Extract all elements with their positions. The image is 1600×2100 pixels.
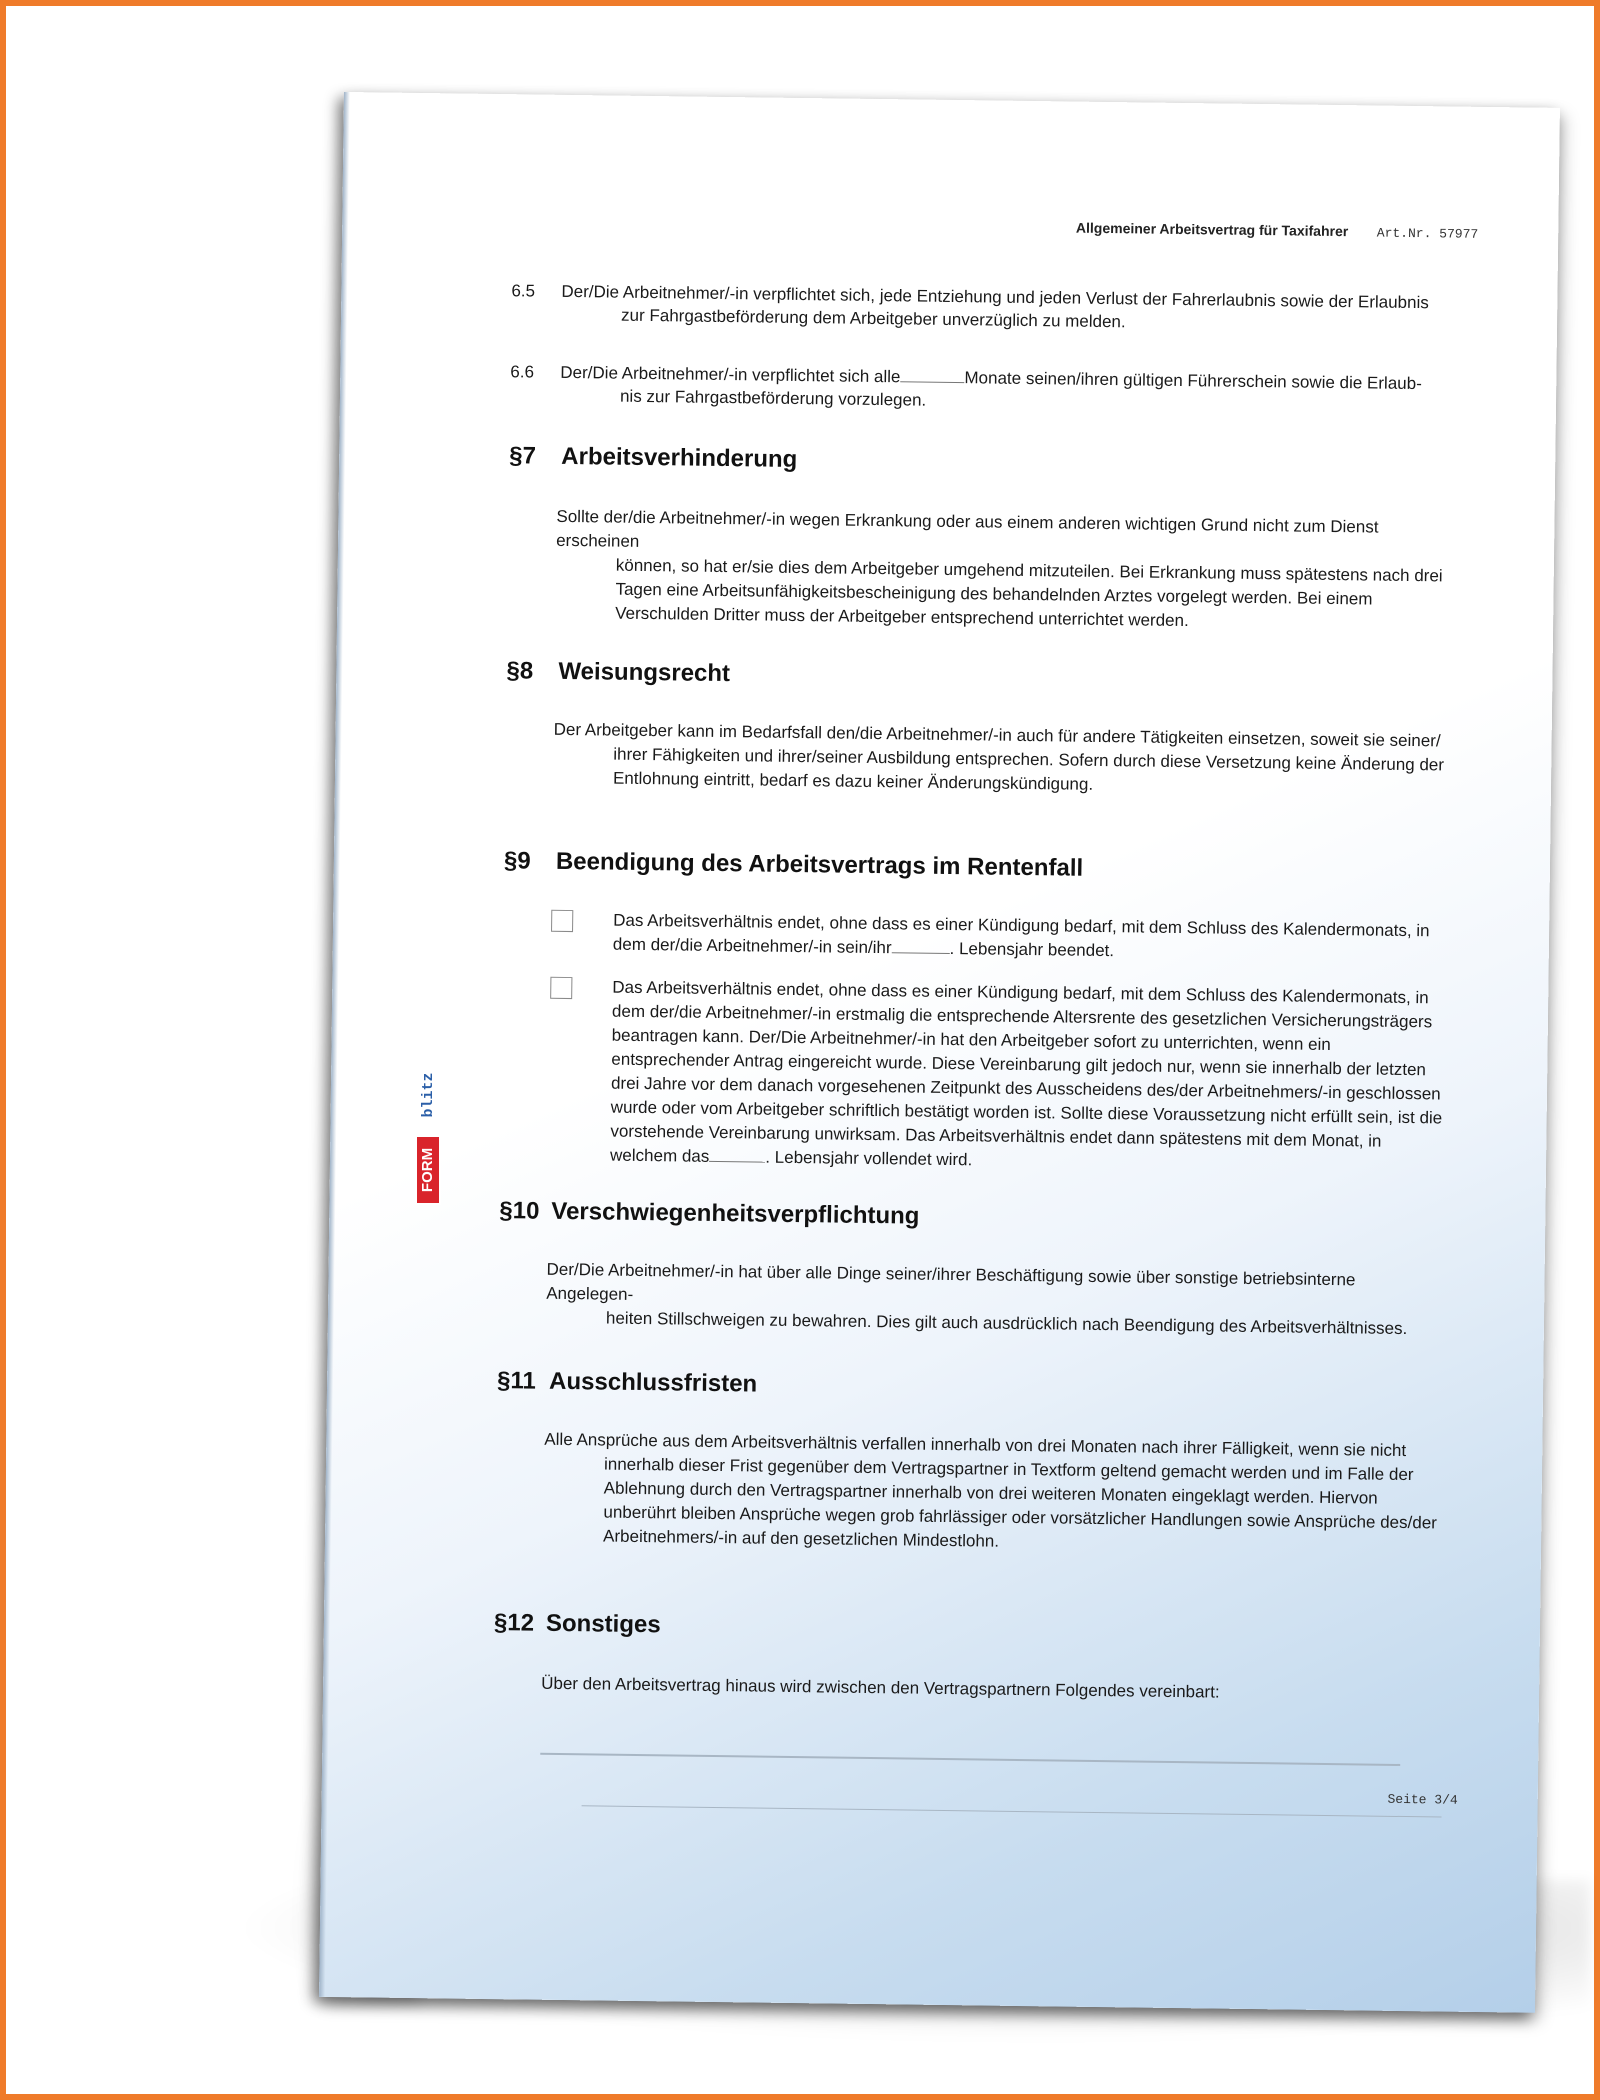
section-8-body — [553, 718, 1449, 802]
retirement-option-1 — [551, 908, 1447, 968]
paragraph-rest: können, so hat er/sie dies dem Arbeitgeber umgehend mitzuteilen. Bei Erkrankung muss spätestens nach drei Tagen eine Arbeitsunfähigkeitsbescheinigung des behandelnden Arztes vorgelegt werden. Bei einem Verschulden Dritter muss der Arbeitgeber entsprechend unterrichtet werden. — [615, 555, 1443, 631]
section-9-title — [504, 847, 1084, 883]
footer-rule — [582, 1805, 1442, 1817]
logo-form-text: FORM — [418, 1147, 436, 1193]
paragraph-first-line: Alle Ansprüche aus dem Arbeitsverhältnis verfallen innerhalb von drei Monaten nach ihrer Fälligkeit, wenn sie nicht — [544, 1429, 1407, 1461]
clause-text-cont: zur Fahrgastbeförderung dem Arbeitgeber unverzüglich zu melden. — [620, 305, 1126, 332]
section-7-title — [509, 442, 797, 474]
paragraph-first-line: Der/Die Arbeitnehmer/-in hat über alle Dinge seiner/ihrer Beschäftigung sowie über sonstige betriebsinterne Angelegen- — [546, 1259, 1356, 1304]
page-number: Seite 3/4 — [1387, 1791, 1458, 1808]
section-heading: Weisungsrecht — [558, 657, 731, 688]
section-12-body — [541, 1672, 1436, 1708]
paragraph-rest: innerhalb dieser Frist gegenüber dem Vertragspartner in Textform geltend gemacht werden und im Falle der Ablehnung durch den Vertragspartner innerhalb von drei weiteren Monaten eingeklagt werden. Hiervon unberührt bleiben Ansprüche wegen grob fahrlässiger oder vorsätzlicher Handlungen sowie Ansprüche des/der Arbeitnehmers/-in auf den gesetzlichen Mindestlohn. — [602, 1454, 1438, 1551]
section-10-title — [499, 1197, 919, 1230]
header-title: Allgemeiner Arbeitsvertrag für Taxifahrer — [1075, 219, 1349, 240]
paragraph-rest: heiten Stillschweigen zu bewahren. Dies gilt auch ausdrücklich nach Beendigung des Arbeitsverhältnisses. — [605, 1308, 1408, 1339]
paragraph-first-line: Über den Arbeitsvertrag hinaus wird zwischen den Vertragspartnern Folgendes vereinbart: — [541, 1673, 1220, 1702]
clause-text: Der/Die Arbeitnehmer/-in verpflichtet sich alle — [560, 362, 901, 387]
formblitz-logo — [415, 1055, 441, 1205]
paragraph-first-line: Sollte der/die Arbeitnehmer/-in wegen Erkrankung oder aus einem anderen wichtigen Grund nicht zum Dienst erscheinen — [556, 506, 1379, 551]
section-heading: Verschwiegenheitsverpflichtung — [551, 1197, 920, 1230]
clause-6-5 — [511, 279, 1452, 337]
section-heading: Sonstiges — [545, 1609, 661, 1639]
months-blank-field[interactable] — [900, 367, 964, 383]
option-2-checkbox[interactable] — [550, 977, 572, 999]
clause-number: 6.6 — [510, 362, 535, 382]
option-1-checkbox[interactable] — [551, 910, 573, 932]
section-heading: Arbeitsverhinderung — [561, 442, 798, 473]
section-number: §9 — [503, 847, 531, 875]
section-number: §8 — [506, 657, 534, 685]
section-number: §11 — [496, 1367, 537, 1395]
clause-number: 6.5 — [511, 281, 536, 301]
section-number: §10 — [499, 1197, 540, 1225]
paragraph-first-line: Der Arbeitgeber kann im Bedarfsfall den/die Arbeitnehmer/-in auch für andere Tätigkeiten einsetzen, soweit sie seiner/ — [553, 719, 1441, 751]
age-blank-field[interactable] — [892, 938, 950, 954]
agreement-line-1[interactable] — [540, 1753, 1400, 1766]
option-text: . Lebensjahr vollendet wird. — [765, 1147, 973, 1170]
section-heading: Beendigung des Arbeitsvertrags im Rentenfall — [555, 847, 1084, 882]
section-8-title — [506, 657, 730, 688]
retirement-option-2 — [548, 975, 1445, 1179]
logo-blitz-text: blitz — [419, 1072, 437, 1118]
paragraph-rest: ihrer Fähigkeiten und ihrer/seiner Ausbildung entsprechen. Sofern durch diese Versetzung keine Änderung der Entlohnung eintritt, bedarf es dazu keiner Änderungskündigung. — [612, 744, 1445, 794]
article-number: Art.Nr. 57977 — [1376, 225, 1479, 242]
section-12-title — [494, 1609, 661, 1639]
option-text: Das Arbeitsverhältnis endet, ohne dass es einer Kündigung bedarf, mit dem Schluss des Kalendermonats, in dem der/die Arbeitnehmer/-in sein/ihr — [612, 910, 1430, 958]
option-text: . Lebensjahr beendet. — [949, 939, 1115, 961]
section-10-body — [546, 1258, 1442, 1342]
section-11-body — [543, 1428, 1439, 1560]
age-blank-field-2[interactable] — [709, 1147, 765, 1163]
section-heading: Ausschlussfristen — [548, 1367, 758, 1398]
clause-text-cont: nis zur Fahrgastbeförderung vorzulegen. — [619, 386, 927, 410]
section-11-title — [497, 1367, 757, 1398]
clause-text: Der/Die Arbeitnehmer/-in verpflichtet sich, jede Entziehung und jeden Verlust der Fahrerlaubnis sowie der Erlaubnis — [561, 281, 1429, 313]
option-text: Das Arbeitsverhältnis endet, ohne dass es einer Kündigung bedarf, mit dem Schluss des Kalendermonats, in dem der/die Arbeitnehmer/-in erstmalig die entsprechende Altersrente des gesetzlichen Versicherungsträgers beantragen kann. Der/Die Arbeitnehmer/-in hat den Arbeitgeber sofort zu unterrichten, wenn ein entsprechender Antrag eingereicht wurde. Diese Vereinbarung gilt jedoch nur, wenn sie innerhalb der letzten drei Jahre vor dem danach vorgesehenen Zeitpunkt des Ausscheidens des/der Arbeitnehmers/-in geschlossen wurde oder vom Arbeitgeber schriftlich bestätigt worden ist. Sollte diese Voraussetzung nicht erfüllt sein, ist die vorstehende Vereinbarung unwirksam. Das Arbeitsverhältnis endet dann spätestens mit dem Monat, in welchem das — [609, 977, 1443, 1166]
clause-text: Monate seinen/ihren gültigen Führerschein sowie die Erlaub- — [964, 368, 1422, 394]
section-number: §7 — [509, 442, 537, 470]
section-number: §12 — [493, 1609, 535, 1637]
section-7-body — [555, 505, 1451, 637]
document-page — [319, 92, 1560, 2013]
clause-6-6 — [510, 360, 1451, 418]
